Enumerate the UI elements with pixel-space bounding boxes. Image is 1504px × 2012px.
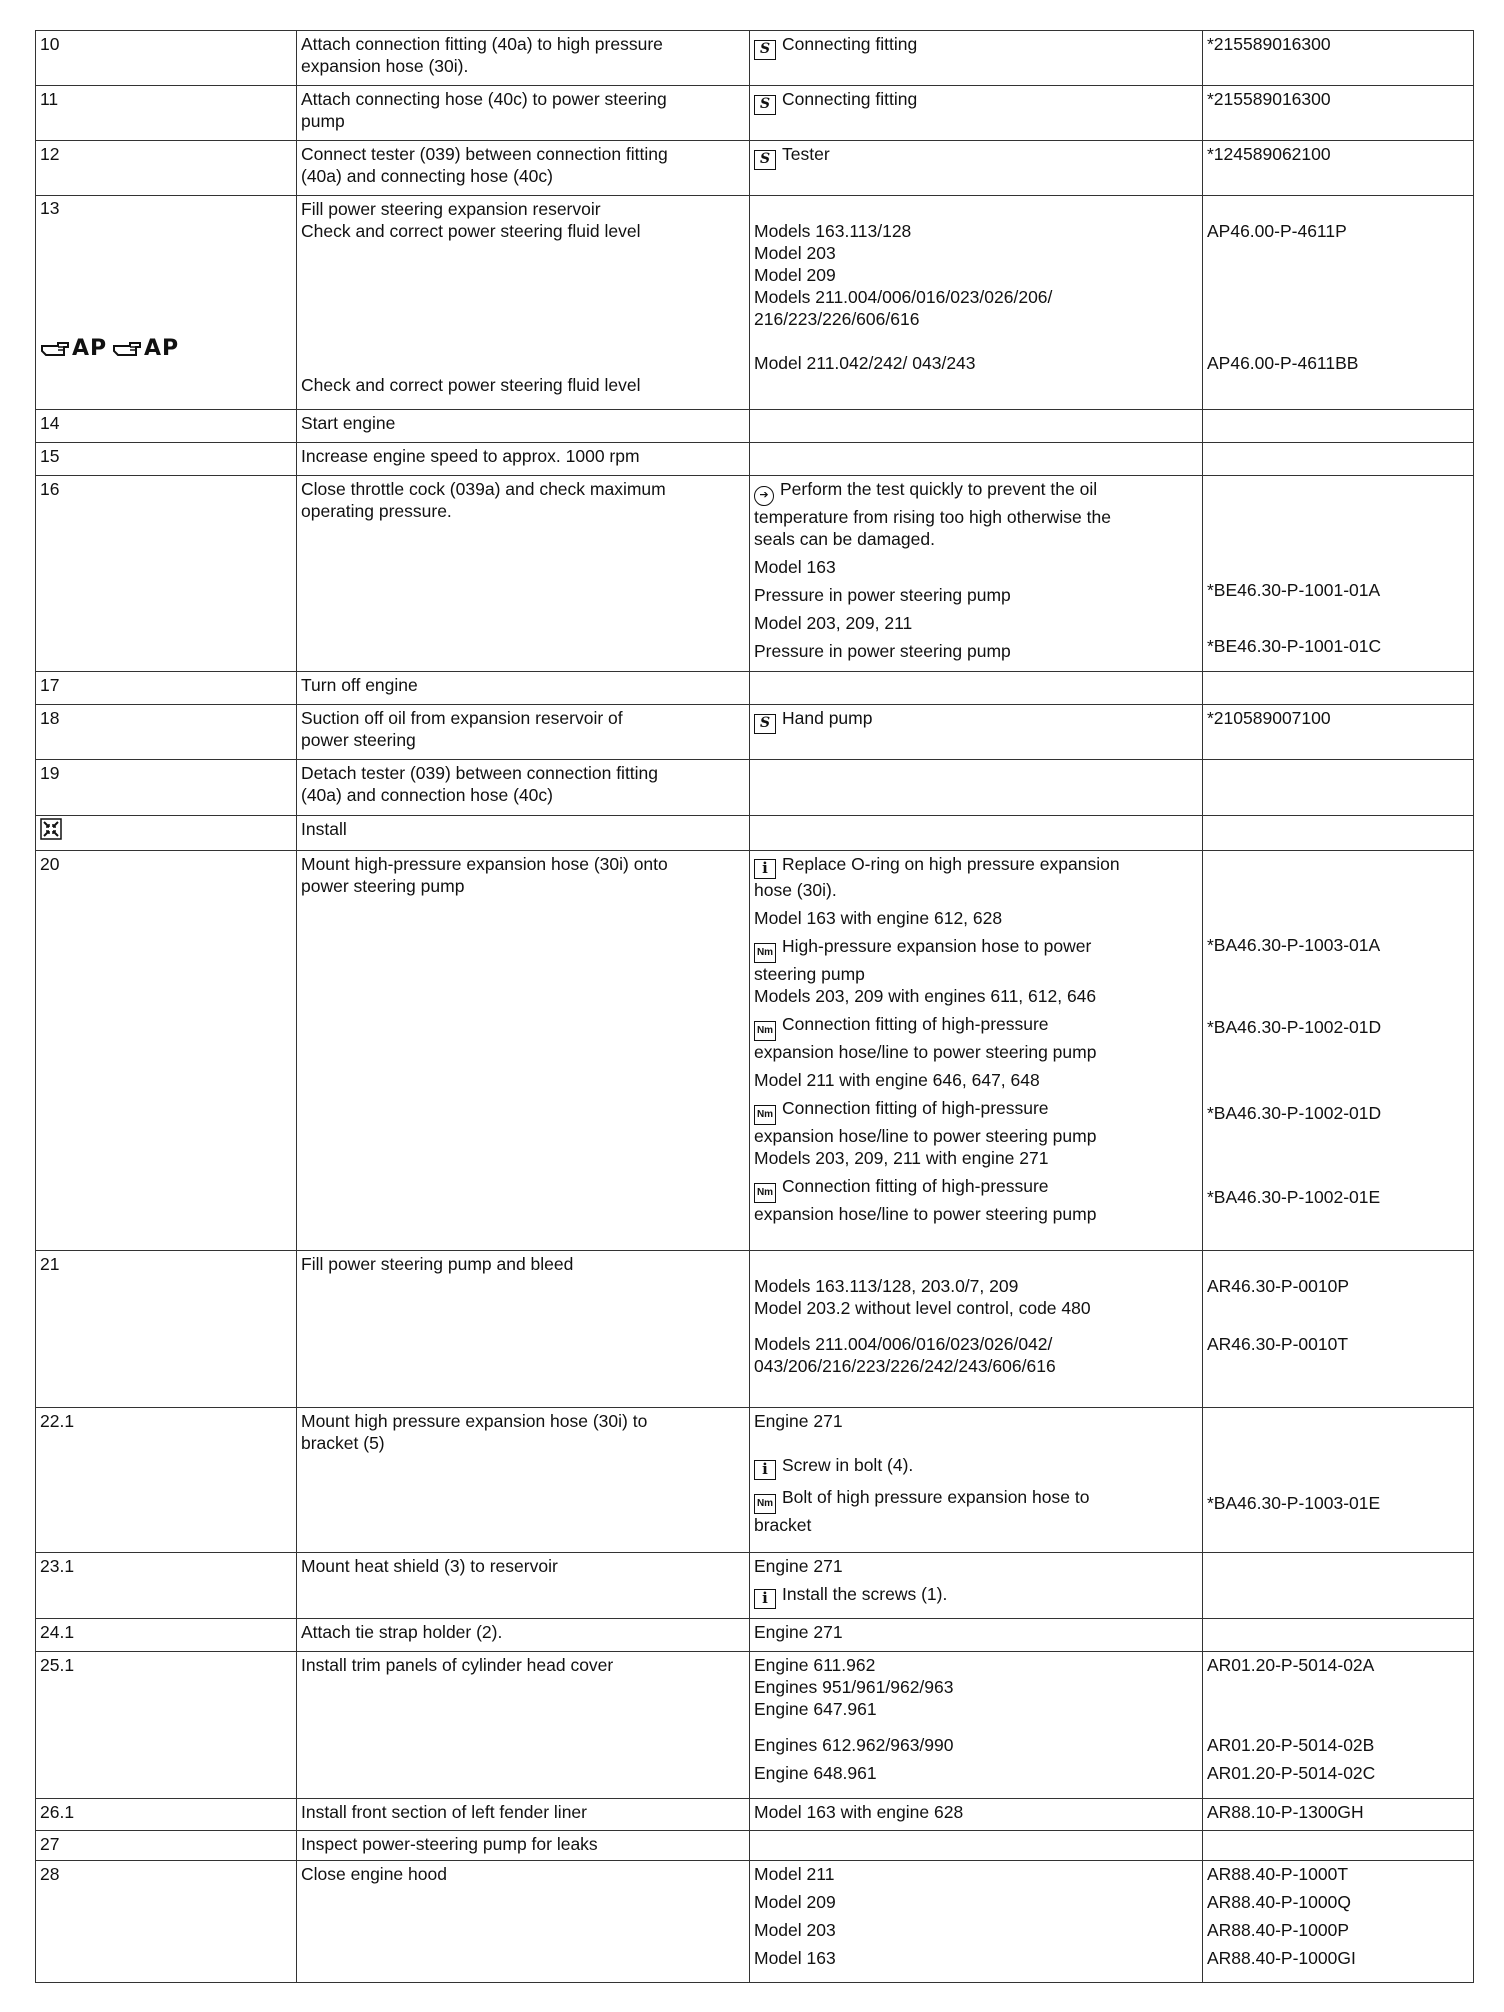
- reference-cell: [1203, 1861, 1474, 1983]
- ap-link[interactable]: AP46.00-P-4611BB: [1207, 353, 1359, 373]
- ar-link[interactable]: AR01.20-P-5014-02B: [1207, 1735, 1375, 1755]
- torque-nm-icon: Nm: [754, 1021, 776, 1041]
- step-text: Suction off oil from expansion reservoir of power steering: [297, 705, 750, 760]
- torque-nm-icon: Nm: [754, 1105, 776, 1125]
- reference-cell: [1203, 1251, 1474, 1408]
- ar-link[interactable]: AR88.40-P-1000T: [1207, 1864, 1349, 1884]
- table-row: [36, 1831, 1474, 1861]
- torque-spec-link[interactable]: *BA46.30-P-1002-01D: [1207, 1017, 1382, 1037]
- pointing-hand-icon: [40, 338, 70, 360]
- ar-link[interactable]: AR88.40-P-1000Q: [1207, 1892, 1351, 1912]
- table-row: [36, 1652, 1474, 1799]
- table-row: [36, 816, 1474, 851]
- table-row: [36, 443, 1474, 476]
- ar-link[interactable]: AR88.10-P-1300GH: [1207, 1802, 1364, 1822]
- info-icon: i: [754, 859, 776, 879]
- table-row: [36, 672, 1474, 705]
- step-text: Attach connection fitting (40a) to high pressure expansion hose (30i).: [297, 31, 750, 86]
- step-number: 18: [36, 705, 297, 760]
- step-text: Attach tie strap holder (2).: [297, 1619, 750, 1652]
- step-text: Install trim panels of cylinder head cover: [297, 1652, 750, 1799]
- table-row: [36, 86, 1474, 141]
- reference-cell: [1203, 1408, 1474, 1553]
- torque-spec-link[interactable]: *BA46.30-P-1002-01E: [1207, 1187, 1381, 1207]
- models-cell: Models 163.113/128, 203.0/7, 209 Model 203.2 without level control, code 480 Models 211.004/006/016/023/026/042/ 043/206/216/223/226/242/243/606/616: [750, 1251, 1203, 1408]
- special-tool-icon: S: [754, 714, 776, 734]
- table-row: [36, 1408, 1474, 1553]
- step-text: Mount high-pressure expansion hose (30i) onto power steering pump: [297, 851, 750, 1251]
- table-row: [36, 410, 1474, 443]
- install-icon: [40, 818, 62, 840]
- reference-cell: *210589007100: [1203, 705, 1474, 760]
- torque-nm-icon: Nm: [754, 1183, 776, 1203]
- notes-cell: i Replace O-ring on high pressure expansion hose (30i). Model 163 with engine 612, 628 Nm High-pressure expansion hose to power steering pump Models 203, 209 with engines 611, 612, 646 Nm Connection fitting of high-pressure expansion hose/line to power steering pump Model 211 with engine 646, 647, 648 Nm Connection fitting of high-pressure expansion hose/line to power steering pump Models 203, 209, 211 with engine 271 Nm Connection fitting of high-pressure expansion hose/line to power steering pump: [750, 851, 1203, 1251]
- ap-reference-marker: AP: [112, 338, 179, 360]
- tool-cell: S Connecting fitting: [750, 31, 1203, 86]
- step-text: Close engine hood: [297, 1861, 750, 1983]
- step-text: Detach tester (039) between connection fitting (40a) and connection hose (40c): [297, 760, 750, 816]
- step-number: 28: [36, 1861, 297, 1983]
- ar-link[interactable]: AR88.40-P-1000GI: [1207, 1948, 1356, 1968]
- table-row: [36, 1251, 1474, 1408]
- torque-nm-icon: Nm: [754, 1494, 776, 1514]
- step-text: Attach connecting hose (40c) to power steering pump: [297, 86, 750, 141]
- reference-cell: [1203, 476, 1474, 672]
- table-row: [36, 705, 1474, 760]
- notes-cell: Engine 271 i Screw in bolt (4). Nm Bolt of high pressure expansion hose to bracket: [750, 1408, 1203, 1553]
- table-row: [36, 31, 1474, 86]
- ar-link[interactable]: AR01.20-P-5014-02A: [1207, 1655, 1375, 1675]
- step-number: 13 AP AP: [36, 196, 297, 410]
- step-number: 19: [36, 760, 297, 816]
- table-row: [36, 1553, 1474, 1619]
- info-icon: i: [754, 1460, 776, 1480]
- step-number: 16: [36, 476, 297, 672]
- table-row: [36, 1619, 1474, 1652]
- notes-cell: ➔ Perform the test quickly to prevent the oil temperature from rising too high otherwise the seals can be damaged. Model 163 Pressure in power steering pump Model 203, 209, 211 Pressure in power steering pump: [750, 476, 1203, 672]
- step-number: 22.1: [36, 1408, 297, 1553]
- step-number: 23.1: [36, 1553, 297, 1619]
- step-number: 25.1: [36, 1652, 297, 1799]
- step-text: Fill power steering pump and bleed: [297, 1251, 750, 1408]
- torque-spec-link[interactable]: *BA46.30-P-1003-01A: [1207, 935, 1381, 955]
- step-text: Start engine: [297, 410, 750, 443]
- notes-cell: Engine 271 i Install the screws (1).: [750, 1553, 1203, 1619]
- step-number: 12: [36, 141, 297, 196]
- step-text: Mount high pressure expansion hose (30i) to bracket (5): [297, 1408, 750, 1553]
- ar-link[interactable]: AR88.40-P-1000P: [1207, 1920, 1350, 1940]
- info-icon: i: [754, 1589, 776, 1609]
- table-row: [36, 851, 1474, 1251]
- step-text: Mount heat shield (3) to reservoir: [297, 1553, 750, 1619]
- reference-cell: [1203, 196, 1474, 410]
- step-text: Close throttle cock (039a) and check maximum operating pressure.: [297, 476, 750, 672]
- step-number: 17: [36, 672, 297, 705]
- models-cell: Model 163 with engine 628: [750, 1799, 1203, 1831]
- ar-link[interactable]: AR46.30-P-0010T: [1207, 1334, 1349, 1354]
- table-row: [36, 476, 1474, 672]
- step-number: 27: [36, 1831, 297, 1861]
- reference-cell: [1203, 1652, 1474, 1799]
- spec-link[interactable]: *BE46.30-P-1001-01C: [1207, 636, 1382, 656]
- step-number: 14: [36, 410, 297, 443]
- tool-cell: S Connecting fitting: [750, 86, 1203, 141]
- step-text: Install front section of left fender liner: [297, 1799, 750, 1831]
- special-tool-icon: S: [754, 95, 776, 115]
- reference-cell: *215589016300: [1203, 86, 1474, 141]
- table-row: [36, 1799, 1474, 1831]
- step-text: Connect tester (039) between connection fitting (40a) and connecting hose (40c): [297, 141, 750, 196]
- step-text: Inspect power-steering pump for leaks: [297, 1831, 750, 1861]
- engines-cell: Engine 611.962 Engines 951/961/962/963 Engine 647.961 Engines 612.962/963/990 Engine 648.961: [750, 1652, 1203, 1799]
- tool-cell: S Tester: [750, 141, 1203, 196]
- reference-cell: [1203, 1799, 1474, 1831]
- step-number: 15: [36, 443, 297, 476]
- ap-reference-marker: AP: [40, 338, 107, 360]
- ap-link[interactable]: AP46.00-P-4611P: [1207, 221, 1347, 241]
- models-cell: Models 163.113/128 Model 203 Model 209 Models 211.004/006/016/023/026/206/ 216/223/226/606/616 Model 211.042/242/ 043/243: [750, 196, 1203, 410]
- table-row: [36, 196, 1474, 410]
- install-marker: [36, 816, 297, 851]
- table-row: [36, 1861, 1474, 1983]
- ar-link[interactable]: AR46.30-P-0010P: [1207, 1276, 1350, 1296]
- section-heading: Install: [297, 816, 750, 851]
- engine-cell: Engine 271: [750, 1619, 1203, 1652]
- torque-nm-icon: Nm: [754, 943, 776, 963]
- table-row: [36, 141, 1474, 196]
- spec-link[interactable]: *BE46.30-P-1001-01A: [1207, 580, 1381, 600]
- pointing-hand-icon: [112, 338, 142, 360]
- step-number: 10: [36, 31, 297, 86]
- table-row: [36, 760, 1474, 816]
- models-cell: Model 211 Model 209 Model 203 Model 163: [750, 1861, 1203, 1983]
- special-tool-icon: S: [754, 40, 776, 60]
- step-text: Turn off engine: [297, 672, 750, 705]
- torque-spec-link[interactable]: *BA46.30-P-1003-01E: [1207, 1493, 1381, 1513]
- step-number: 20: [36, 851, 297, 1251]
- step-text: Fill power steering expansion reservoir Check and correct power steering fluid level Check and correct power steering fluid level: [297, 196, 750, 410]
- step-number: 11: [36, 86, 297, 141]
- procedure-table: [35, 30, 1474, 1983]
- reference-cell: *215589016300: [1203, 31, 1474, 86]
- step-number: 21: [36, 1251, 297, 1408]
- special-tool-icon: S: [754, 150, 776, 170]
- caution-icon: ➔: [754, 486, 774, 506]
- reference-cell: *124589062100: [1203, 141, 1474, 196]
- tool-cell: S Hand pump: [750, 705, 1203, 760]
- step-number: 26.1: [36, 1799, 297, 1831]
- torque-spec-link[interactable]: *BA46.30-P-1002-01D: [1207, 1103, 1382, 1123]
- reference-cell: [1203, 851, 1474, 1251]
- step-number: 24.1: [36, 1619, 297, 1652]
- ar-link[interactable]: AR01.20-P-5014-02C: [1207, 1763, 1376, 1783]
- step-text: Increase engine speed to approx. 1000 rpm: [297, 443, 750, 476]
